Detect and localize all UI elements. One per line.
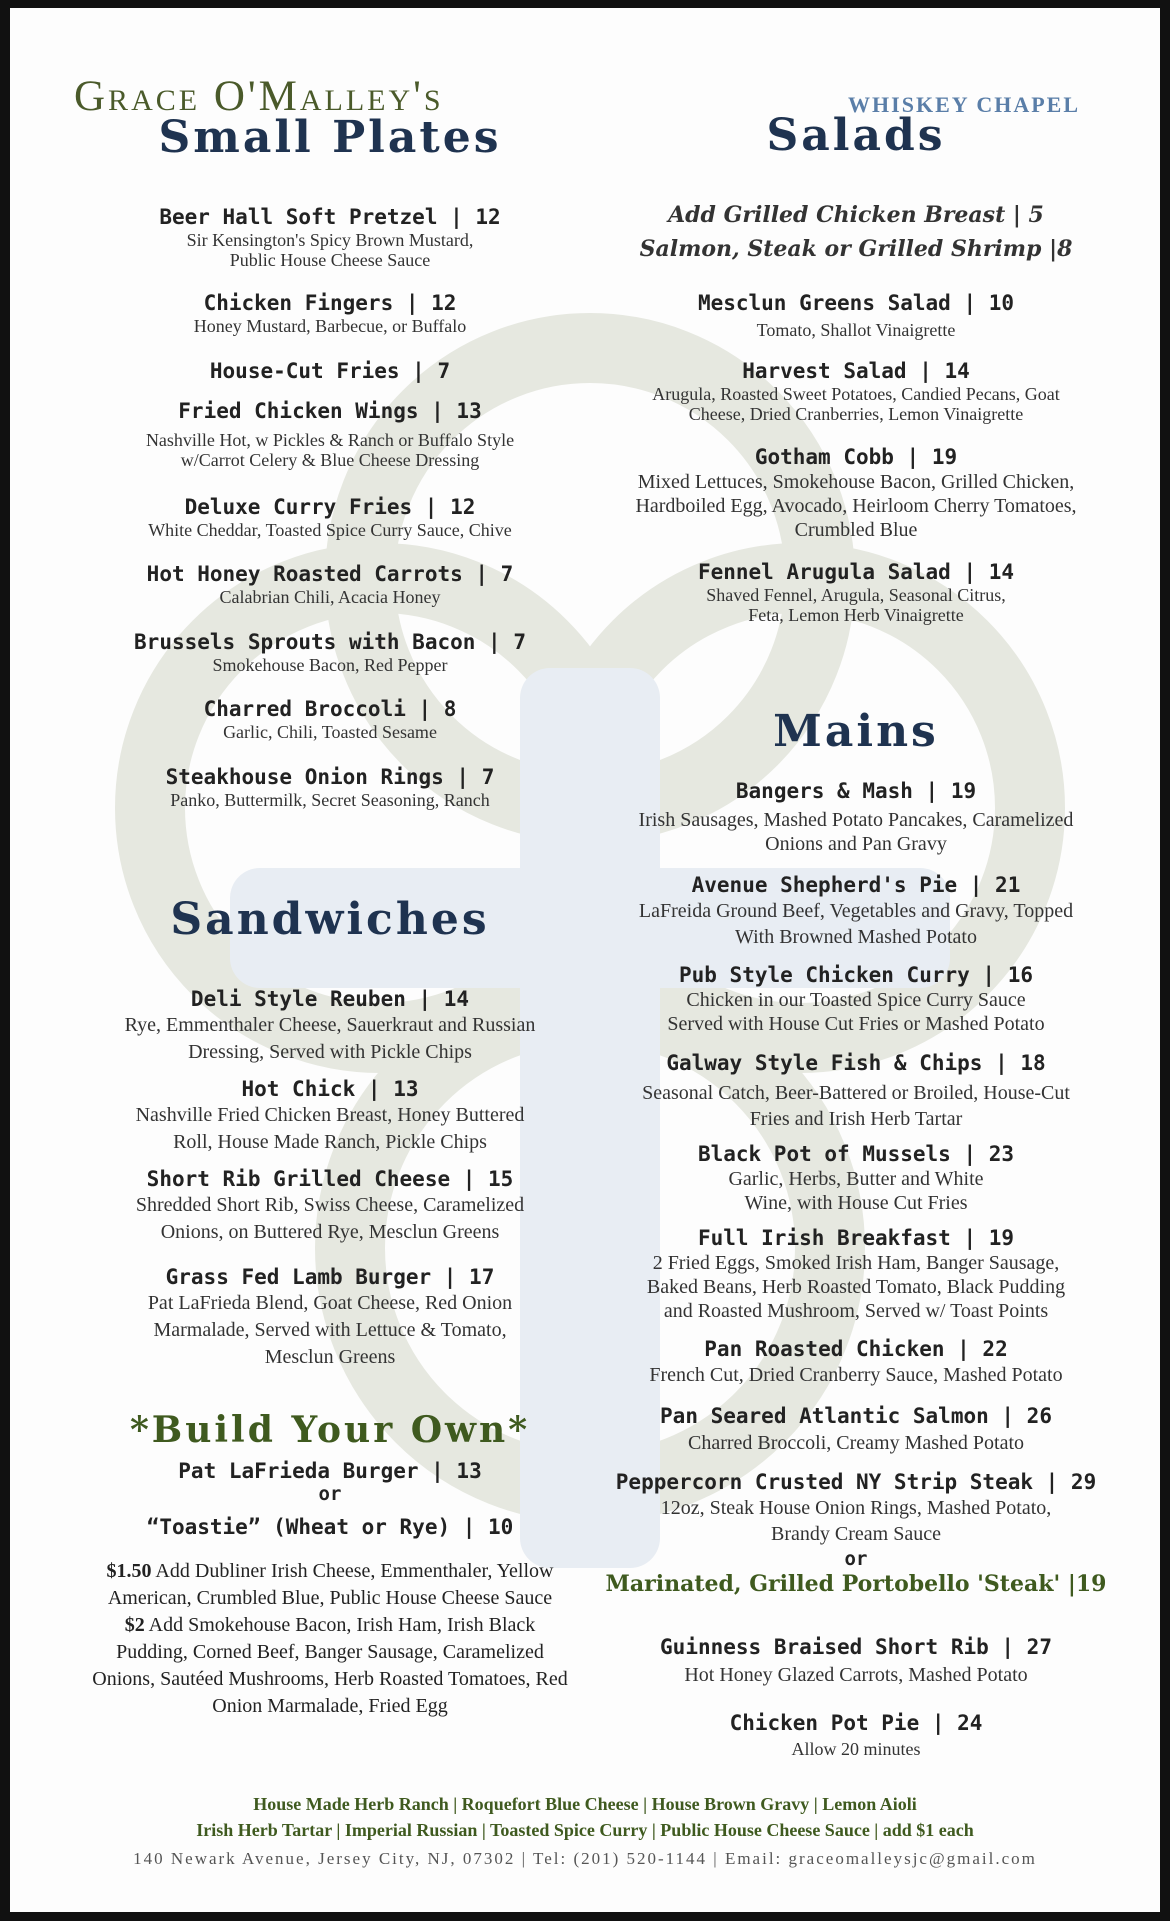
- menu-item: [595, 872, 1117, 950]
- salad-addon-chicken: Add Grilled Chicken Breast | 5: [668, 202, 1044, 228]
- item-name: Grass Fed Lamb Burger | 17: [165, 1265, 495, 1289]
- menu-item: [595, 1141, 1117, 1215]
- or-separator: or: [844, 1548, 868, 1570]
- item-name: Chicken Fingers | 12: [203, 291, 457, 315]
- menu-item: [595, 559, 1117, 625]
- menu-item: [595, 778, 1117, 856]
- item-description: Arugula, Roasted Sweet Potatoes, Candied Pecans, Goat Cheese, Dried Cranberries, Lemon Vinaigrette: [652, 384, 1060, 424]
- item-description: French Cut, Dried Cranberry Sauce, Mashed Potato: [649, 1364, 1063, 1386]
- item-description: Honey Mustard, Barbecue, or Buffalo: [193, 316, 467, 336]
- item-name: Pub Style Chicken Curry | 16: [678, 963, 1033, 987]
- mains-title: Mains: [773, 706, 939, 757]
- addon-tier-1: [90, 1558, 570, 1612]
- addon-list: [90, 1558, 570, 1720]
- item-name: Fried Chicken Wings | 13: [178, 399, 482, 423]
- item-description: Hot Honey Glazed Carrots, Mashed Potato: [684, 1664, 1028, 1686]
- menu-item: [595, 1225, 1117, 1323]
- menu-item: [80, 398, 580, 470]
- item-description: Rye, Emmenthaler Cheese, Sauerkraut and Russian Dressing, Served with Pickle Chips: [124, 1014, 536, 1063]
- item-name: Guinness Braised Short Rib | 27: [660, 1635, 1052, 1659]
- burger-option: Pat LaFrieda Burger | 13: [178, 1459, 482, 1483]
- item-name: Galway Style Fish & Chips | 18: [666, 1051, 1046, 1075]
- item-name: Fennel Arugula Salad | 14: [697, 560, 1015, 584]
- salad-addon-protein: Salmon, Steak or Grilled Shrimp |8: [639, 236, 1073, 262]
- toastie-option: “Toastie” (Wheat or Rye) | 10: [146, 1515, 514, 1539]
- menu-item: [80, 1166, 580, 1246]
- item-name: Mesclun Greens Salad | 10: [697, 291, 1015, 315]
- menu-item: [80, 358, 580, 384]
- build-your-own-options: [80, 1458, 580, 1540]
- item-name: Deli Style Reuben | 14: [190, 987, 470, 1011]
- menu-item: [595, 444, 1117, 542]
- menu-item: [80, 1076, 580, 1156]
- item-description: Charred Broccoli, Creamy Mashed Potato: [687, 1432, 1025, 1454]
- addon-tier-2: [90, 1612, 570, 1720]
- item-description: LaFreida Ground Beef, Vegetables and Gravy, Topped With Browned Mashed Potato: [638, 900, 1074, 948]
- menu-item: [80, 561, 580, 607]
- item-name: Peppercorn Crusted NY Strip Steak | 29: [615, 1470, 1097, 1494]
- menu-item: [80, 696, 580, 742]
- item-name: Bangers & Mash | 19: [735, 779, 977, 803]
- item-description: White Cheddar, Toasted Spice Curry Sauce, Chive: [148, 520, 512, 540]
- sandwiches-title: Sandwiches: [170, 894, 490, 945]
- menu-item: [80, 629, 580, 675]
- addon-price: $2: [124, 1614, 145, 1636]
- item-description: Nashville Fried Chicken Breast, Honey Buttered Roll, House Made Ranch, Pickle Chips: [135, 1104, 525, 1153]
- item-description: Panko, Buttermilk, Secret Seasoning, Ranch: [170, 790, 490, 810]
- item-name: Pan Seared Atlantic Salmon | 26: [660, 1404, 1052, 1428]
- item-name: Charred Broccoli | 8: [203, 697, 457, 721]
- item-name: Pan Roasted Chicken | 22: [704, 1337, 1008, 1361]
- menu-item: [80, 1264, 580, 1371]
- item-name: Hot Chick | 13: [241, 1077, 419, 1101]
- item-name: Steakhouse Onion Rings | 7: [165, 765, 495, 789]
- item-name: Avenue Shepherd's Pie | 21: [691, 873, 1021, 897]
- item-name: Hot Honey Roasted Carrots | 7: [146, 562, 514, 586]
- item-name: Deluxe Curry Fries | 12: [184, 495, 476, 519]
- item-name: Black Pot of Mussels | 23: [697, 1142, 1015, 1166]
- salad-addons: [595, 198, 1117, 266]
- restaurant-tagline: WHISKEY CHAPEL: [848, 92, 1080, 117]
- menu-item: [80, 764, 580, 810]
- menu-item: [80, 204, 580, 270]
- item-description: Irish Sausages, Mashed Potato Pancakes, Caramelized Onions and Pan Gravy: [638, 809, 1074, 855]
- item-description: Chicken in our Toasted Spice Curry Sauce Served with House Cut Fries or Mashed Potato: [667, 989, 1045, 1035]
- sauces-line-2: Irish Herb Tartar | Imperial Russian | Toasted Spice Curry | Public House Cheese Sauce | add $1 each: [196, 1820, 974, 1840]
- item-name: Gotham Cobb | 19: [754, 445, 958, 469]
- menu-item: [595, 1469, 1117, 1599]
- item-description: Calabrian Chili, Acacia Honey: [219, 587, 441, 607]
- item-description: Seasonal Catch, Beer-Battered or Broiled, House-Cut Fries and Irish Herb Tartar: [642, 1082, 1070, 1130]
- menu-page: [10, 8, 1160, 1912]
- item-name: Brussels Sprouts with Bacon | 7: [134, 630, 526, 654]
- or-separator: or: [318, 1483, 342, 1505]
- item-description: 12oz, Steak House Onion Rings, Mashed Potato, Brandy Cream Sauce: [660, 1497, 1052, 1545]
- menu-item: [595, 290, 1117, 340]
- item-name: Chicken Pot Pie | 24: [729, 1711, 983, 1735]
- menu-item: [595, 1634, 1117, 1690]
- restaurant-logo: Grace O'Malley's: [74, 73, 444, 120]
- contact-footer: 140 Newark Avenue, Jersey City, NJ, 07302 | Tel: (201) 520-1144 | Email: graceomalleysjc@gmail.com: [133, 1849, 1037, 1868]
- menu-item: [595, 962, 1117, 1036]
- item-description: Pat LaFrieda Blend, Goat Cheese, Red Onion Marmalade, Served with Lettuce & Tomato, Mesclun Greens: [147, 1292, 513, 1368]
- menu-item: [80, 986, 580, 1066]
- item-description: Mixed Lettuces, Smokehouse Bacon, Grilled Chicken, Hardboiled Egg, Avocado, Heirloom Cherry Tomatoes, Crumbled Blue: [635, 471, 1077, 541]
- item-description: Garlic, Chili, Toasted Sesame: [223, 722, 437, 742]
- addon-text: Add Dubliner Irish Cheese, Emmenthaler, Yellow American, Crumbled Blue, Public House Cheese Sauce: [107, 1560, 554, 1609]
- item-description: Shaved Fennel, Arugula, Seasonal Citrus, Feta, Lemon Herb Vinaigrette: [706, 585, 1006, 625]
- menu-item: [80, 290, 580, 336]
- item-name: Short Rib Grilled Cheese | 15: [146, 1167, 514, 1191]
- small-plates-title: Small Plates: [158, 112, 502, 163]
- item-description: Garlic, Herbs, Butter and White Wine, with House Cut Fries: [728, 1168, 984, 1214]
- item-description: Tomato, Shallot Vinaigrette: [756, 320, 956, 340]
- item-description: Nashville Hot, w Pickles & Ranch or Buffalo Style w/Carrot Celery & Blue Cheese Dressing: [145, 430, 515, 470]
- item-description: Allow 20 minutes: [791, 1739, 921, 1759]
- portobello-option: Marinated, Grilled Portobello 'Steak' |19: [605, 1571, 1107, 1597]
- addon-price: $1.50: [106, 1560, 152, 1582]
- menu-item: [595, 358, 1117, 424]
- item-name: Beer Hall Soft Pretzel | 12: [159, 205, 501, 229]
- salads-title: Salads: [766, 110, 946, 161]
- item-description: Shredded Short Rib, Swiss Cheese, Caramelized Onions, on Buttered Rye, Mesclun Greens: [135, 1194, 525, 1243]
- menu-item: [80, 494, 580, 540]
- item-name: Harvest Salad | 14: [742, 359, 970, 383]
- menu-item: [595, 1710, 1117, 1762]
- menu-item: [595, 1050, 1117, 1132]
- sauces-line-1: House Made Herb Ranch | Roquefort Blue Cheese | House Brown Gravy | Lemon Aioli: [253, 1794, 917, 1814]
- item-description: 2 Fried Eggs, Smoked Irish Ham, Banger Sausage, Baked Beans, Herb Roasted Tomato, Black Pudding and Roasted Mushroom, Served w/ Toast Points: [646, 1252, 1066, 1322]
- menu-item: [595, 1336, 1117, 1388]
- item-description: Smokehouse Bacon, Red Pepper: [212, 655, 448, 675]
- menu-item: [595, 1403, 1117, 1457]
- item-name: Full Irish Breakfast | 19: [697, 1226, 1015, 1250]
- item-name: House-Cut Fries | 7: [209, 359, 451, 383]
- addon-text: Add Smokehouse Bacon, Irish Ham, Irish Black Pudding, Corned Beef, Banger Sausage, Caramelized Onions, Sautéed Mushrooms, Herb Roasted Tomatoes, Red Onion Marmalade, Fried Egg: [92, 1614, 568, 1717]
- item-description: Sir Kensington's Spicy Brown Mustard, Public House Cheese Sauce: [186, 230, 474, 270]
- build-your-own-title: *Build Your Own*: [129, 1409, 531, 1451]
